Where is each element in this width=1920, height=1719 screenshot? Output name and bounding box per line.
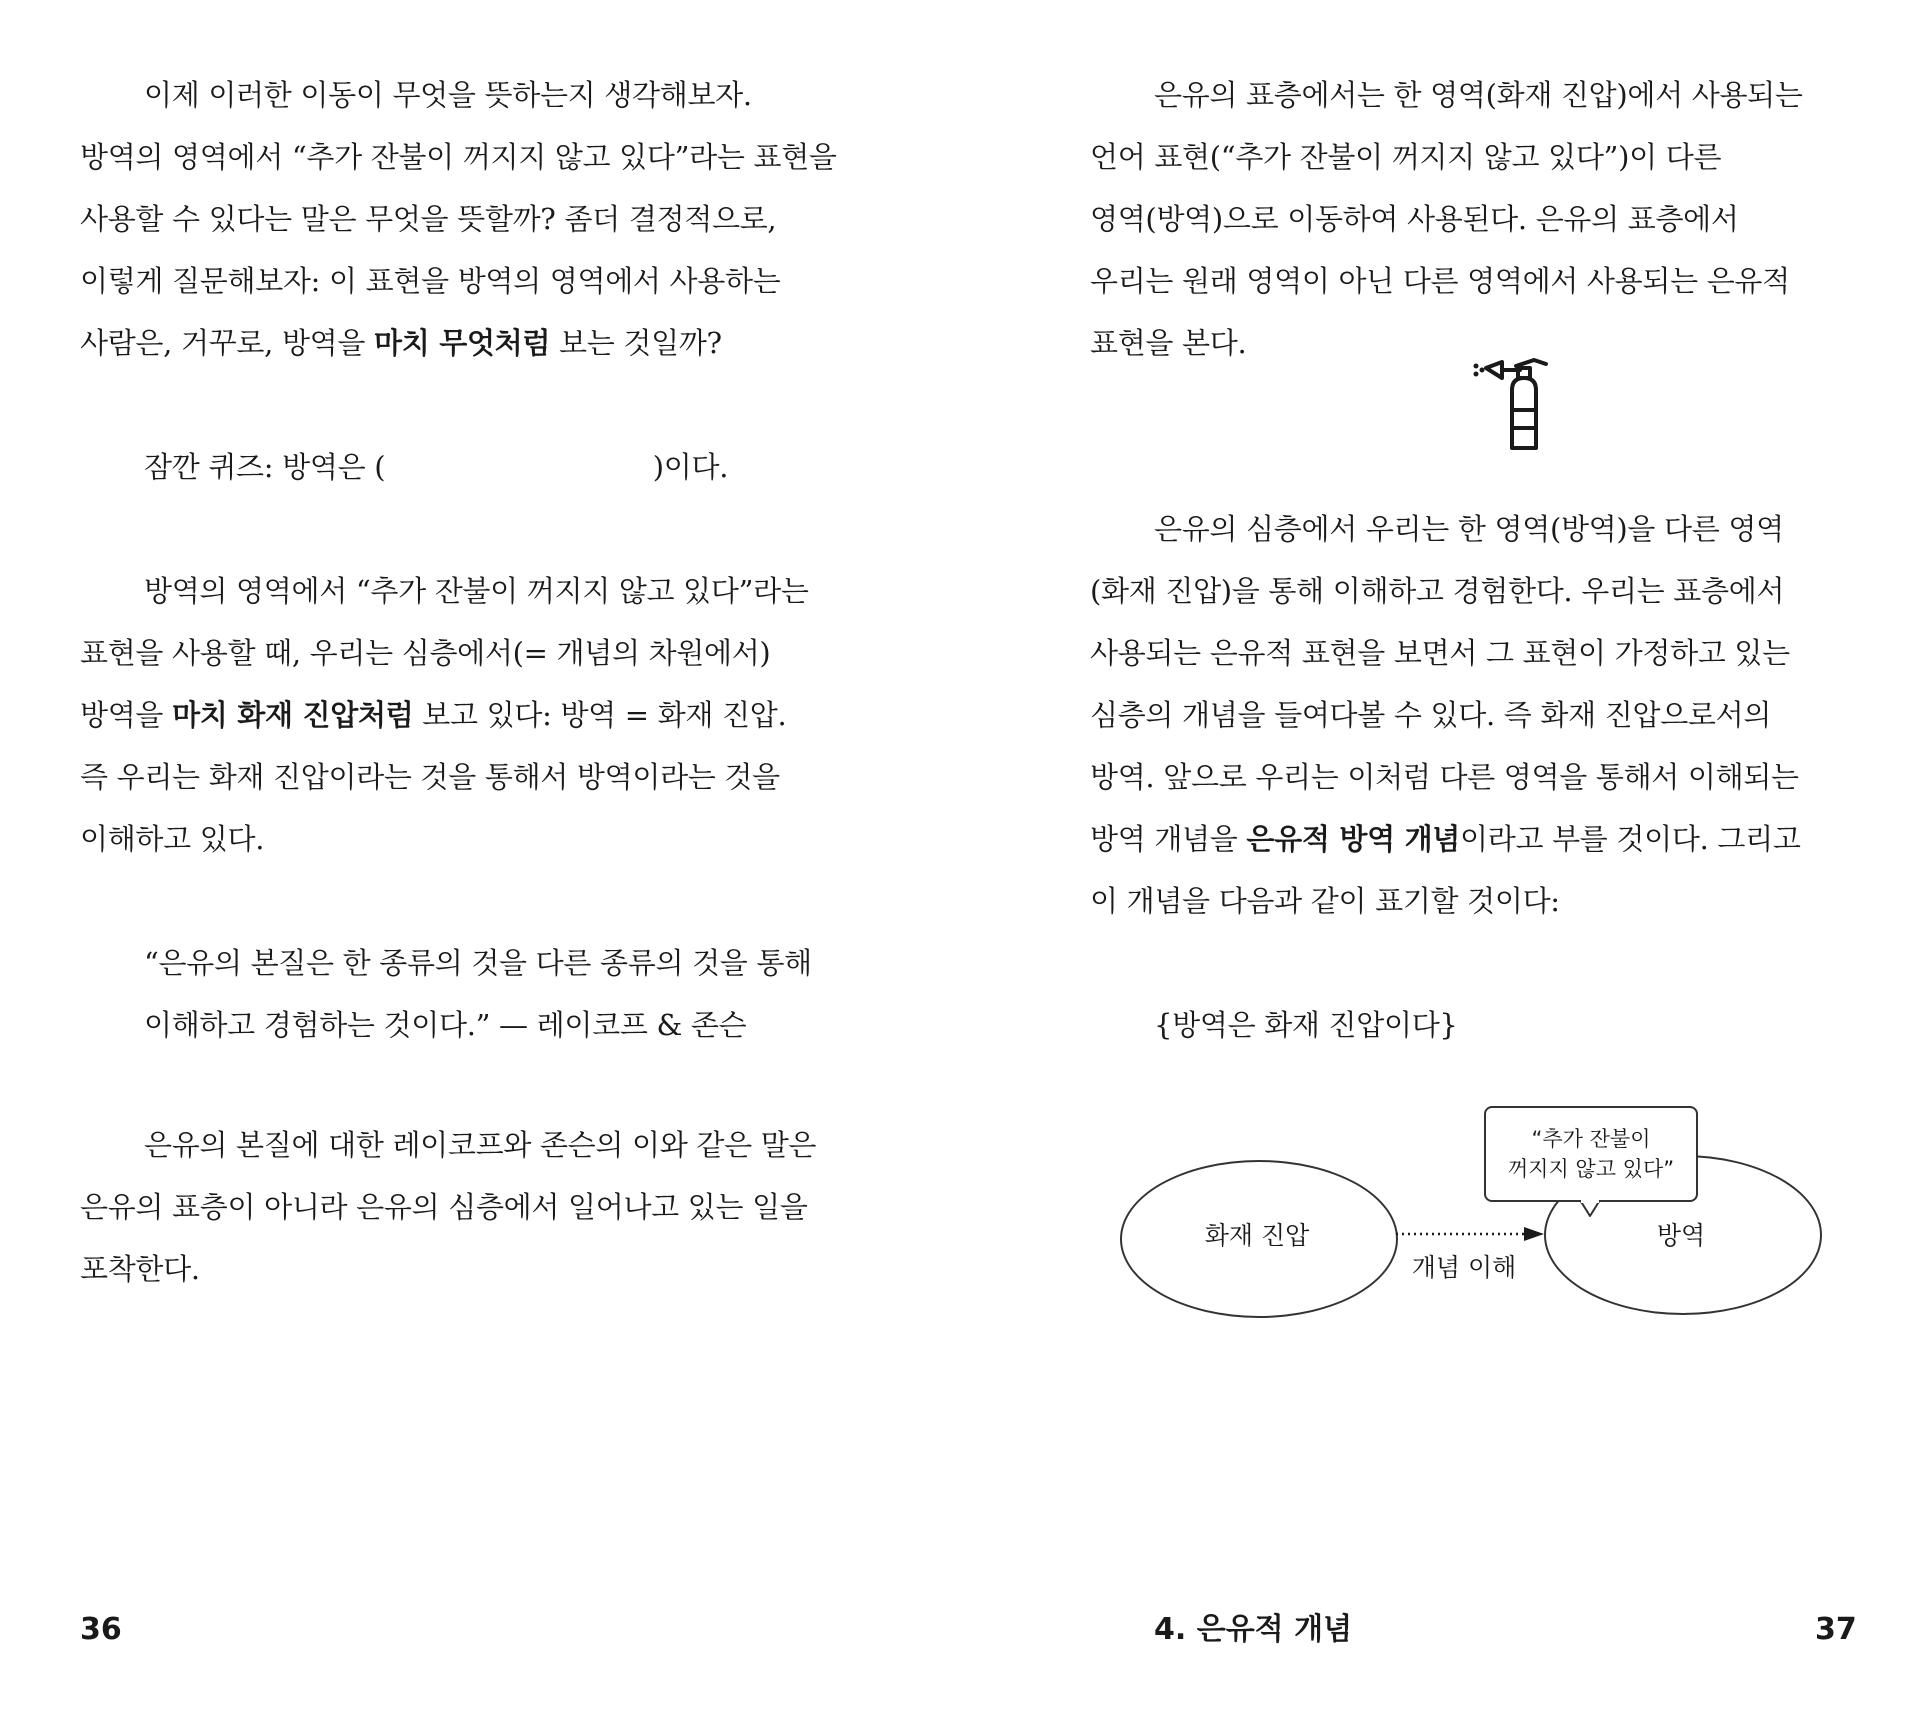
text-line: (화재 진압)을 통해 이해하고 경험한다. 우리는 표층에서 <box>1090 574 1785 608</box>
emphasis-text: 은유적 방역 개념 <box>1246 822 1461 856</box>
paragraph <box>1090 498 1801 932</box>
text-line: 이렇게 질문해보자: 이 표현을 방역의 영역에서 사용하는 <box>80 264 781 298</box>
text-line: 이제 이러한 이동이 무엇을 뜻하는지 생각해보자. <box>144 78 752 112</box>
speech-bubble-tail <box>1578 1200 1604 1218</box>
text-line: 은유의 표층에서는 한 영역(화재 진압)에서 사용되는 <box>1154 78 1803 112</box>
bubble-text: 꺼지지 않고 있다” <box>1507 1157 1675 1181</box>
text-line: 은유의 본질에 대한 레이코프와 존슨의 이와 같은 말은 <box>144 1128 817 1162</box>
text-run: 보는 것일까? <box>550 326 722 360</box>
text-line: 방역. 앞으로 우리는 이처럼 다른 영역을 통해서 이해되는 <box>1090 760 1799 794</box>
paragraph <box>80 1114 816 1300</box>
text-line: 이해하고 경험하는 것이다.” — 레이코프 & 존슨 <box>144 1008 747 1042</box>
arrow-label: 개념 이해 <box>1411 1253 1517 1282</box>
quiz-paragraph <box>80 436 728 498</box>
paragraph <box>1090 64 1803 374</box>
text-line: 심층의 개념을 들여다볼 수 있다. 즉 화재 진압으로서의 <box>1090 698 1772 732</box>
quiz-text: 잠깐 퀴즈: 방역은 ( )이다. <box>144 450 729 484</box>
paragraph <box>80 560 809 870</box>
text-run: 보고 있다: 방역 = 화재 진압. <box>413 698 787 732</box>
text-line: “은유의 본질은 한 종류의 것을 다른 종류의 것을 통해 <box>144 946 812 980</box>
text-line: 표현을 사용할 때, 우리는 심층에서(= 개념의 차원에서) <box>80 636 771 670</box>
bubble-text: “추가 잔불이 <box>1531 1127 1651 1151</box>
text-line: 방역의 영역에서 “추가 잔불이 꺼지지 않고 있다”라는 표현을 <box>80 140 837 174</box>
notation <box>1154 994 1458 1056</box>
text-line <box>80 312 837 374</box>
text-line <box>1090 808 1801 870</box>
dotted-arrow <box>1394 1224 1546 1244</box>
emphasis-text: 마치 무엇처럼 <box>374 326 551 360</box>
fire-extinguisher-icon <box>1472 356 1562 456</box>
paragraph <box>80 64 837 374</box>
text-line: 우리는 원래 영역이 아닌 다른 영역에서 사용되는 은유적 <box>1090 264 1790 298</box>
text-line: 영역(방역)으로 이동하여 사용된다. 은유의 표층에서 <box>1090 202 1739 236</box>
text-line: 은유의 심층에서 우리는 한 영역(방역)을 다른 영역 <box>1154 512 1784 546</box>
text-run: 이라고 부를 것이다. 그리고 <box>1460 822 1801 856</box>
text-line: 이 개념을 다음과 같이 표기할 것이다: <box>1090 884 1560 918</box>
text-line: 언어 표현(“추가 잔불이 꺼지지 않고 있다”)이 다른 <box>1090 140 1722 174</box>
text-line: 사용되는 은유적 표현을 보면서 그 표현이 가정하고 있는 <box>1090 636 1790 670</box>
source-domain-label: 화재 진압 <box>1204 1221 1310 1250</box>
text-run: 사람은, 거꾸로, 방역을 <box>80 326 375 360</box>
right-page <box>960 0 1920 1719</box>
page-number: 36 <box>80 1612 122 1647</box>
text-line: 포착한다. <box>80 1252 200 1286</box>
running-head: 4. 은유적 개념 <box>1154 1612 1353 1647</box>
text-run: 방역 개념을 <box>1090 822 1247 856</box>
target-domain-label: 방역 <box>1656 1221 1706 1250</box>
text-line: 방역의 영역에서 “추가 잔불이 꺼지지 않고 있다”라는 <box>144 574 809 608</box>
text-run: 방역을 <box>80 698 173 732</box>
text-line: 은유의 표층이 아니라 은유의 심층에서 일어나고 있는 일을 <box>80 1190 808 1224</box>
text-line: {방역은 화재 진압이다} <box>1154 1008 1458 1042</box>
page-number: 37 <box>1815 1612 1857 1647</box>
text-line: 사용할 수 있다는 말은 무엇을 뜻할까? 좀더 결정적으로, <box>80 202 777 236</box>
block-quote <box>144 932 812 1056</box>
text-line: 즉 우리는 화재 진압이라는 것을 통해서 방역이라는 것을 <box>80 760 780 794</box>
text-line <box>80 684 809 746</box>
text-line: 표현을 본다. <box>1090 326 1247 360</box>
emphasis-text: 마치 화재 진압처럼 <box>172 698 414 732</box>
text-line: 이해하고 있다. <box>80 822 265 856</box>
speech-bubble <box>1484 1106 1698 1202</box>
